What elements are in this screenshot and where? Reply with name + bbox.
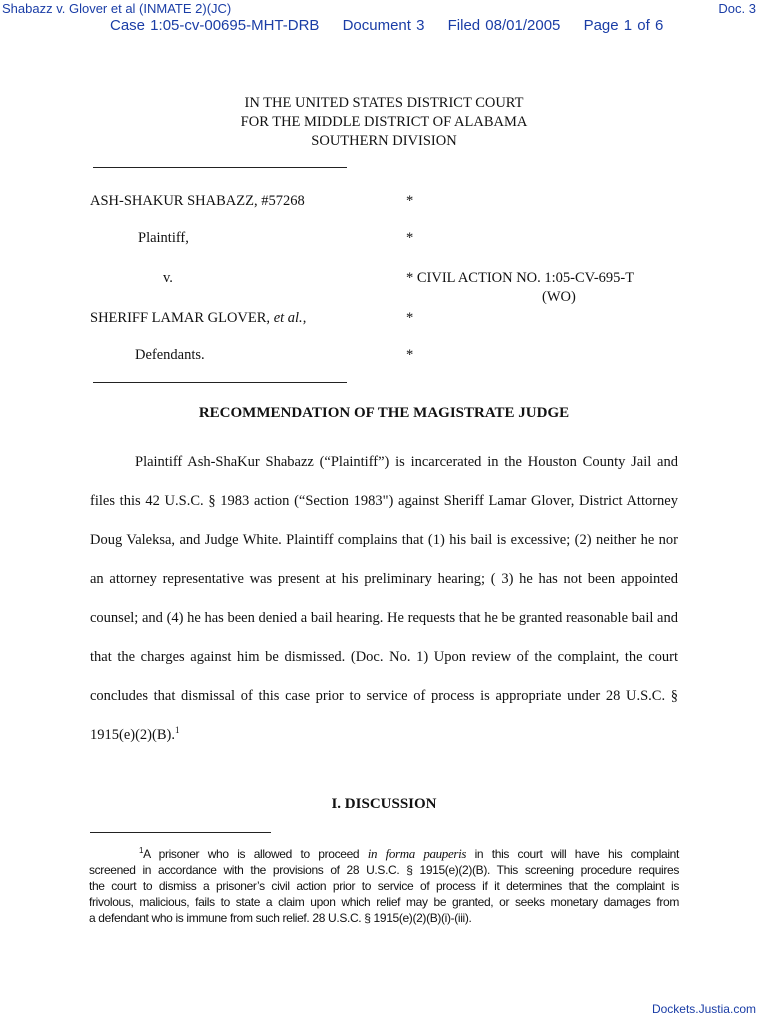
filed-date: Filed 08/01/2005 bbox=[447, 17, 561, 34]
et-al: et al. bbox=[273, 310, 303, 326]
footnote-line-1: $^1$A prisoner who is allowed to proceed in forma pauperis in this court will have his complaint bbox=[139, 846, 679, 861]
footnote-line-3: the court to dismiss a prisoner’s civil action prior to service of process if it determines that the complaint is bbox=[89, 879, 679, 893]
plaintiff-role: Plaintiff, bbox=[138, 230, 189, 246]
court-line-3: SOUTHERN DIVISION bbox=[311, 133, 457, 149]
civil-action-number: * CIVIL ACTION NO. 1:05-CV-695-T bbox=[406, 270, 635, 286]
court-title bbox=[0, 94, 768, 151]
document-heading: RECOMMENDATION OF THE MAGISTRATE JUDGE bbox=[198, 405, 570, 421]
defendant-name: SHERIFF LAMAR GLOVER, et al., bbox=[90, 310, 307, 326]
caption-bottom-rule bbox=[93, 382, 347, 383]
caption-star-4: * bbox=[406, 347, 414, 363]
caption-star-3: * bbox=[406, 310, 414, 326]
doc-number-link[interactable]: Doc. 3 bbox=[718, 1, 756, 16]
docket-title-link[interactable]: Shabazz v. Glover et al (INMATE 2)(JC) bbox=[2, 1, 232, 16]
caption-star-2: * bbox=[406, 230, 414, 246]
footnote-separator bbox=[90, 832, 271, 833]
body-text: Plaintiff Ash-ShaKur Shabazz (“Plaintiff”) is incarcerated in the Houston County Jail and files this 42 U.S.C. § 1983 action (“Section 1983") against Sheriff Lamar Glover, District Attorney Doug Valeksa, and Judge White. Plaintiff complains that (1) his bail is excessive; (2) neither he nor an attorney representative was present at his preliminary hearing; ( 3) he has not been appointed counsel; and (4) he has been denied a bail hearing. He requests that he be granted reasonable bail and that the charges against him be dismissed. (Doc. No. 1) Upon review of the complaint, the court concludes that dismissal of this case prior to service of process is appropriate under 28 U.S.C. § 1915(e)(2)(B). bbox=[90, 454, 678, 743]
court-line-1: IN THE UNITED STATES DISTRICT COURT bbox=[244, 95, 524, 111]
court-line-2: FOR THE MIDDLE DISTRICT OF ALABAMA bbox=[240, 114, 528, 130]
justia-footer-link[interactable]: Dockets.Justia.com bbox=[651, 1002, 756, 1016]
footnote bbox=[89, 846, 679, 926]
versus: v. bbox=[163, 270, 173, 286]
plaintiff-name: ASH-SHAKUR SHABAZZ, #57268 bbox=[90, 193, 305, 209]
body-paragraph bbox=[90, 443, 678, 755]
footnote-italic: in forma pauperis bbox=[367, 846, 467, 861]
footnote-line-4: frivolous, malicious, fails to state a claim upon which relief may be granted, or seeks monetary damages from bbox=[89, 895, 679, 909]
page-indicator: Page 1 of 6 bbox=[583, 17, 664, 34]
footnote-line-5: a defendant who is immune from such relief. 28 U.S.C. § 1915(e)(2)(B)(i)-(iii). bbox=[89, 911, 472, 925]
caption-star-1: * bbox=[406, 193, 414, 209]
case-header bbox=[110, 17, 663, 34]
document-number: Document 3 bbox=[342, 17, 425, 34]
footnote-line-2: screened in accordance with the provisions of 28 U.S.C. § 1915(e)(2)(B). This screening procedure requires bbox=[89, 863, 679, 877]
section-heading: I. DISCUSSION bbox=[331, 796, 437, 812]
case-number: Case 1:05-cv-00695-MHT-DRB bbox=[110, 17, 320, 34]
footnote-reference: 1 bbox=[174, 725, 180, 735]
wo-designation: (WO) bbox=[542, 289, 576, 305]
caption-top-rule bbox=[93, 167, 347, 168]
footnote-marker: 1 bbox=[139, 846, 144, 855]
defendant-role: Defendants. bbox=[135, 347, 205, 363]
